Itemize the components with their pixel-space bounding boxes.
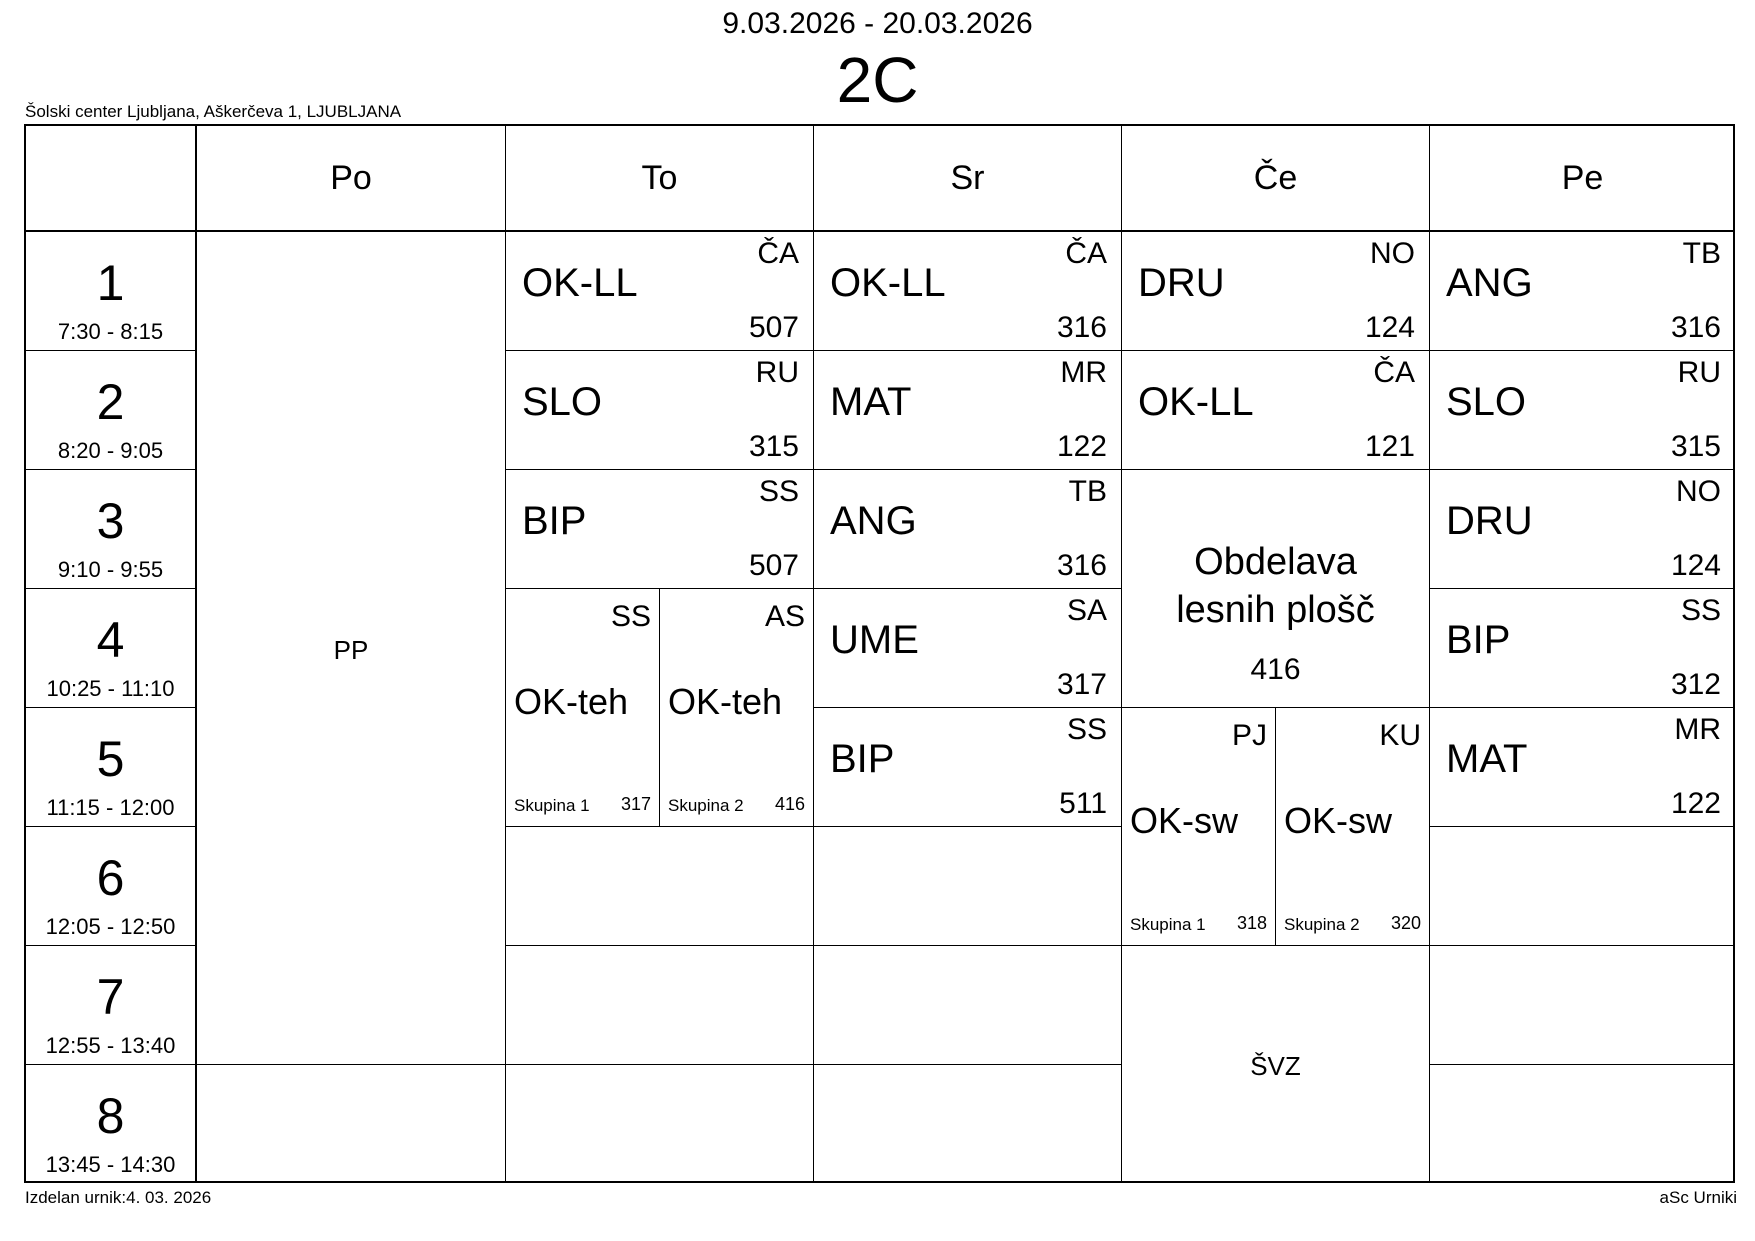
empty-cell-po8 bbox=[196, 1064, 505, 1183]
room-number: 317 bbox=[1056, 668, 1107, 701]
subject-name: PP bbox=[333, 634, 369, 665]
subject-name: OK-sw bbox=[1130, 800, 1238, 841]
school-name: Šolski center Ljubljana, Aškerčeva 1, LJUBLJANA bbox=[25, 102, 402, 121]
lesson-sr2 bbox=[813, 350, 1121, 469]
group-lesson-to45_g1 bbox=[505, 588, 659, 826]
lesson-sr5 bbox=[813, 707, 1121, 826]
subject-name: MAT bbox=[1446, 737, 1528, 781]
teacher-code: ČA bbox=[757, 237, 799, 270]
group-lesson-ce56_g2 bbox=[1275, 707, 1429, 945]
subject-name: ANG bbox=[1446, 261, 1533, 305]
hour-time: 9:10 - 9:55 bbox=[57, 557, 164, 582]
timetable-grid bbox=[24, 124, 1735, 1182]
room-number: 316 bbox=[1056, 549, 1107, 582]
teacher-code: ČA bbox=[1065, 237, 1107, 270]
lesson-ce2 bbox=[1121, 350, 1429, 469]
hour-number: 6 bbox=[96, 850, 125, 906]
room-number: 316 bbox=[1056, 311, 1107, 344]
lesson-ce78 bbox=[1121, 945, 1429, 1183]
lesson-to1 bbox=[505, 231, 813, 350]
hour-time: 10:25 - 11:10 bbox=[46, 676, 175, 701]
teacher-code: SS bbox=[758, 475, 799, 508]
lesson-pe5 bbox=[1429, 707, 1735, 826]
subject-name-line1: Obdelava bbox=[1194, 541, 1357, 583]
hour-time: 8:20 - 9:05 bbox=[57, 438, 164, 463]
hour-time: 13:45 - 14:30 bbox=[45, 1152, 176, 1177]
subject-name: OK-sw bbox=[1284, 800, 1392, 841]
empty-cell-sr6 bbox=[813, 826, 1121, 945]
room-number: 507 bbox=[748, 549, 799, 582]
subject-name: ANG bbox=[830, 499, 917, 543]
room-number: 416 bbox=[1250, 653, 1301, 686]
hour-column-separator bbox=[195, 124, 197, 1183]
day-header-po: Po bbox=[196, 124, 505, 231]
subject-name: SLO bbox=[522, 380, 603, 424]
hour-time: 11:15 - 12:00 bbox=[46, 795, 175, 820]
empty-cell-pe7 bbox=[1429, 945, 1735, 1064]
group-label: Skupina 1 bbox=[514, 796, 590, 815]
room-number: 315 bbox=[748, 430, 799, 463]
room-number: 318 bbox=[1236, 913, 1267, 933]
subject-name: DRU bbox=[1446, 499, 1533, 543]
lesson-ce1 bbox=[1121, 231, 1429, 350]
subject-name: SLO bbox=[1446, 380, 1527, 424]
group-label: Skupina 2 bbox=[668, 796, 744, 815]
teacher-code: ČA bbox=[1373, 356, 1415, 389]
date-range: 9.03.2026 - 20.03.2026 bbox=[722, 7, 1033, 40]
teacher-code: PJ bbox=[1231, 719, 1267, 752]
subject-name: DRU bbox=[1138, 261, 1225, 305]
teacher-code: NO bbox=[1676, 475, 1721, 508]
empty-cell-sr8 bbox=[813, 1064, 1121, 1183]
lesson-to2 bbox=[505, 350, 813, 469]
lesson-to3 bbox=[505, 469, 813, 588]
header-separator bbox=[24, 230, 1735, 232]
hour-cell-5 bbox=[24, 707, 196, 826]
teacher-code: SS bbox=[1066, 713, 1107, 746]
created-date: Izdelan urnik:4. 03. 2026 bbox=[25, 1188, 212, 1207]
hour-number: 2 bbox=[96, 374, 125, 430]
room-number: 121 bbox=[1364, 430, 1415, 463]
room-number: 316 bbox=[1670, 311, 1721, 344]
empty-cell-to7 bbox=[505, 945, 813, 1064]
lesson-pe2 bbox=[1429, 350, 1735, 469]
software-brand: aSc Urniki bbox=[1659, 1188, 1737, 1207]
teacher-code: KU bbox=[1379, 719, 1421, 752]
empty-cell-to8 bbox=[505, 1064, 813, 1183]
teacher-code: AS bbox=[764, 600, 805, 633]
subject-name: UME bbox=[830, 618, 919, 662]
lesson-sr4 bbox=[813, 588, 1121, 707]
teacher-code: SS bbox=[610, 600, 651, 633]
hour-cell-7 bbox=[24, 945, 196, 1064]
teacher-code: NO bbox=[1370, 237, 1415, 270]
subject-name: BIP bbox=[830, 737, 895, 781]
subject-name: OK-LL bbox=[1138, 380, 1254, 424]
room-number: 122 bbox=[1670, 787, 1721, 820]
room-number: 507 bbox=[748, 311, 799, 344]
group-label: Skupina 2 bbox=[1284, 915, 1360, 934]
subject-name: OK-LL bbox=[522, 261, 638, 305]
teacher-code: SS bbox=[1680, 594, 1721, 627]
teacher-code: MR bbox=[1060, 356, 1107, 389]
subject-name-line2: lesnih plošč bbox=[1176, 589, 1375, 631]
room-number: 124 bbox=[1364, 311, 1415, 344]
day-header-pe: Pe bbox=[1429, 124, 1735, 231]
room-number: 317 bbox=[620, 794, 651, 814]
empty-cell-sr7 bbox=[813, 945, 1121, 1064]
teacher-code: SA bbox=[1066, 594, 1107, 627]
room-number: 124 bbox=[1670, 549, 1721, 582]
group-lesson-to45_g2 bbox=[659, 588, 813, 826]
teacher-code: RU bbox=[755, 356, 799, 389]
room-number: 312 bbox=[1670, 668, 1721, 701]
teacher-code: MR bbox=[1674, 713, 1721, 746]
subject-name: OK-teh bbox=[514, 681, 629, 722]
teacher-code: TB bbox=[1682, 237, 1721, 270]
hour-number: 3 bbox=[96, 493, 125, 549]
hour-cell-6 bbox=[24, 826, 196, 945]
day-header-sr: Sr bbox=[813, 124, 1121, 231]
day-header-ce: Če bbox=[1121, 124, 1429, 231]
hour-cell-4 bbox=[24, 588, 196, 707]
subject-name: OK-teh bbox=[668, 681, 783, 722]
room-number: 511 bbox=[1059, 787, 1107, 820]
subject-name: MAT bbox=[830, 380, 912, 424]
room-number: 122 bbox=[1056, 430, 1107, 463]
lesson-pe4 bbox=[1429, 588, 1735, 707]
teacher-code: TB bbox=[1068, 475, 1107, 508]
hour-number: 4 bbox=[96, 612, 125, 668]
hour-cell-8 bbox=[24, 1064, 196, 1183]
subject-name: ŠVZ bbox=[1250, 1051, 1301, 1081]
empty-cell-to6 bbox=[505, 826, 813, 945]
lesson-sr3 bbox=[813, 469, 1121, 588]
hour-number: 7 bbox=[96, 969, 125, 1025]
hour-time: 7:30 - 8:15 bbox=[57, 319, 164, 344]
lesson-pe1 bbox=[1429, 231, 1735, 350]
hour-cell-3 bbox=[24, 469, 196, 588]
lesson-pe3 bbox=[1429, 469, 1735, 588]
group-lesson-ce56_g1 bbox=[1121, 707, 1275, 945]
room-number: 416 bbox=[774, 794, 805, 814]
hour-number: 1 bbox=[96, 255, 125, 311]
hour-time: 12:05 - 12:50 bbox=[45, 914, 176, 939]
day-header-to: To bbox=[505, 124, 813, 231]
hour-cell-2 bbox=[24, 350, 196, 469]
room-number: 315 bbox=[1670, 430, 1721, 463]
room-number: 320 bbox=[1390, 913, 1421, 933]
corner-cell bbox=[24, 124, 196, 231]
lesson-po-pp bbox=[196, 231, 505, 1064]
empty-cell-pe6 bbox=[1429, 826, 1735, 945]
subject-name: OK-LL bbox=[830, 261, 946, 305]
hour-number: 5 bbox=[96, 731, 125, 787]
lesson-sr1 bbox=[813, 231, 1121, 350]
teacher-code: RU bbox=[1677, 356, 1721, 389]
group-label: Skupina 1 bbox=[1130, 915, 1206, 934]
empty-cell-pe8 bbox=[1429, 1064, 1735, 1183]
subject-name: BIP bbox=[522, 499, 587, 543]
hour-number: 8 bbox=[96, 1088, 125, 1144]
lesson-ce34 bbox=[1121, 469, 1429, 707]
class-title: 2C bbox=[836, 44, 919, 116]
hour-cell-1 bbox=[24, 231, 196, 350]
subject-name: BIP bbox=[1446, 618, 1511, 662]
hour-time: 12:55 - 13:40 bbox=[45, 1033, 176, 1058]
